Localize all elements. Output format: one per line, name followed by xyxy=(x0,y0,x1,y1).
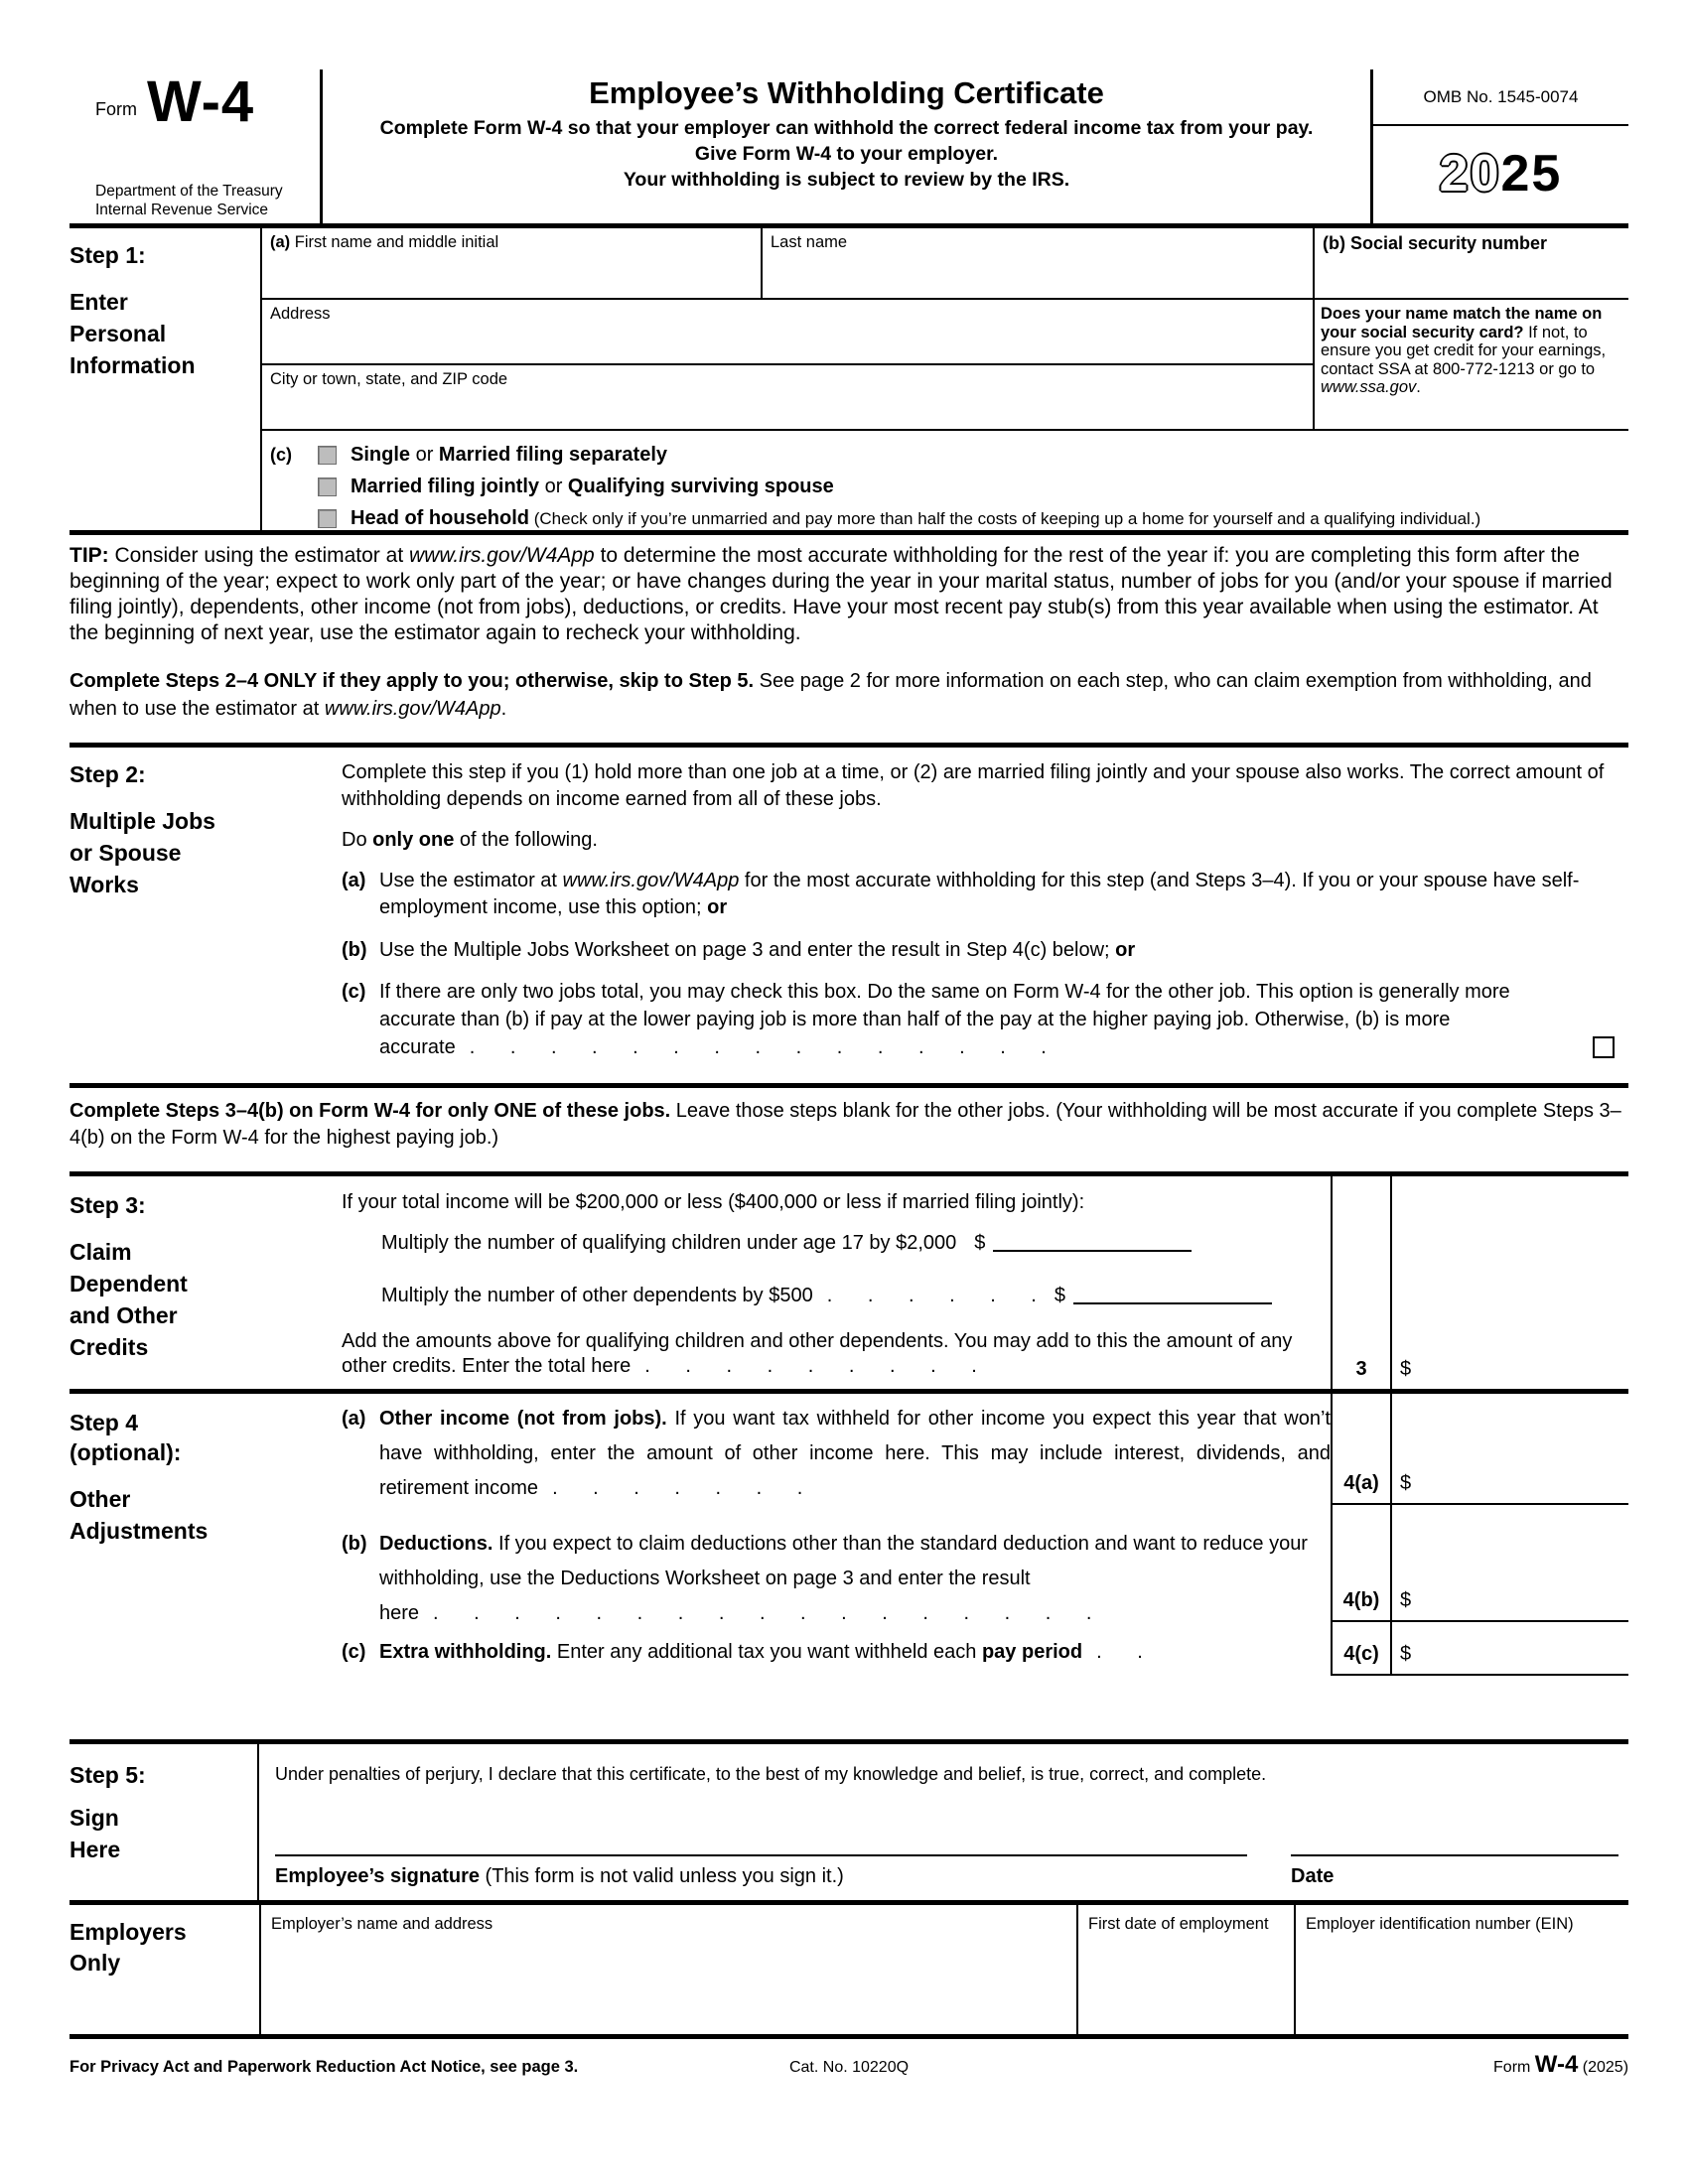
step5-label-block xyxy=(70,1744,259,1900)
step2-intro: Complete this step if you (1) hold more than one job at a time, or (2) are married filing jointly and your spouse also works. The correct amount of withholding depends on income earned from all of these jobs. xyxy=(342,761,1605,810)
omb-number: OMB No. 1545-0074 xyxy=(1373,69,1628,126)
married-filing-jointly-label: Married filing jointly or Qualifying surviving spouse xyxy=(351,476,834,497)
form-subtitle-3: Your withholding is subject to review by the IRS. xyxy=(623,169,1070,191)
form-title: Employee’s Withholding Certificate xyxy=(589,75,1104,110)
employers-only-section xyxy=(70,1905,1628,2039)
step1-label: Step 1: xyxy=(70,242,146,268)
step5-label: Step 5: xyxy=(70,1762,146,1788)
employers-only-label: Employers Only xyxy=(70,1919,187,1976)
dotted-leader: . . . . . . xyxy=(826,1285,1037,1306)
total-credits-amount-field[interactable] xyxy=(1390,1176,1628,1389)
employer-name-address-field[interactable]: Employer’s name and address xyxy=(259,1905,1076,2034)
ein-field[interactable]: Employer identification number (EIN) xyxy=(1294,1905,1628,2034)
step3-label-block xyxy=(70,1176,342,1389)
extra-withholding-amount-field[interactable] xyxy=(1390,1622,1628,1676)
footer-form-year: (2025) xyxy=(1582,2059,1629,2076)
step4a-text: Other income (not from jobs). If you want tax withheld for other income you expect this year that won’t have withholding, enter the amount of other income here. This may include interest, dividends, and retirement income . . . . . . . xyxy=(379,1408,1331,1499)
step4b-text: Deductions. If you expect to claim deductions other than the standard deduction and want to reduce your withholding, use the Deductions Worksheet on page 3 and enter the result here . . . . . . . . . . . . . . . . . xyxy=(379,1533,1308,1624)
employee-signature-line[interactable]: Employee’s signature (This form is not valid unless you sign it.) xyxy=(275,1854,1247,1888)
married-filing-jointly-checkbox[interactable] xyxy=(318,478,337,496)
ssn-field[interactable]: (b) Social security number xyxy=(1313,228,1628,300)
step3-label: Step 3: xyxy=(70,1192,146,1218)
first-date-of-employment-field[interactable]: First date of employment xyxy=(1076,1905,1294,2034)
step2-option-a xyxy=(342,868,1628,921)
other-dependents-amount-field[interactable] xyxy=(1073,1283,1272,1304)
steps-2-4-instruction: Complete Steps 2–4 ONLY if they apply to you; otherwise, skip to Step 5. See page 2 for more information on each step, who can claim exemption from withholding, and when to use the estimator at www.irs.gov/W4App. xyxy=(70,670,1592,720)
step3-children-row xyxy=(381,1230,1331,1255)
form-number: W-4 xyxy=(147,69,255,134)
form-subtitle-2: Give Form W-4 to your employer. xyxy=(694,143,999,165)
step4c-text: Extra withholding. Enter any additional tax you want withheld each pay period . . xyxy=(379,1641,1143,1663)
omb-year-block xyxy=(1373,69,1628,223)
date-line[interactable]: Date xyxy=(1291,1854,1618,1888)
step3-total-row: Add the amounts above for qualifying children and other dependents. You may add to this the amount of any other credits. Enter the total here . . . . . . . . . xyxy=(342,1330,1293,1377)
step2-do-only-one: Do only one of the following. xyxy=(342,829,598,851)
form-id-block xyxy=(70,69,320,223)
step5-section xyxy=(70,1739,1628,1905)
step4a-tag: (a) xyxy=(342,1408,366,1430)
dollar-sign: $ xyxy=(1400,1643,1412,1665)
other-income-amount-field[interactable] xyxy=(1390,1394,1628,1505)
step2-sublabel: Multiple Jobs or Spouse Works xyxy=(70,808,215,897)
signature-row xyxy=(275,1854,1628,1900)
head-of-household-checkbox[interactable] xyxy=(318,509,337,528)
step2-option-b-tag: (b) xyxy=(342,939,367,961)
step4-label-block xyxy=(70,1394,342,1676)
tip-paragraph: TIP: Consider using the estimator at www.irs.gov/W4App to determine the most accurate withholding for the rest of the year if: you are completing this form after the beginning of the year; expect to work only part of the year; or have changes during the year in your marital status, number of jobs for you (and/or your spouse if married filing jointly), dependents, other income (not from jobs), deductions, or credits. Have your most recent pay stub(s) from this year available when using the estimator. At the beginning of next year, use the estimator again to recheck your withholding. xyxy=(70,544,1613,644)
step5-sublabel: Sign Here xyxy=(70,1805,121,1862)
step2-section xyxy=(70,748,1628,1071)
step4b-line-number: 4(b) xyxy=(1331,1505,1390,1622)
step4-label: Step 4 (optional): xyxy=(70,1410,182,1465)
step1-sublabel: Enter Personal Information xyxy=(70,289,196,378)
step3-body xyxy=(342,1176,1331,1389)
step1-label-block xyxy=(70,228,260,530)
footer-form-number: W-4 xyxy=(1534,2051,1579,2078)
catalog-number: Cat. No. 10220Q xyxy=(788,2059,910,2076)
qualifying-children-amount-field[interactable] xyxy=(993,1230,1192,1252)
step3-sublabel: Claim Dependent and Other Credits xyxy=(70,1239,188,1360)
section-divider xyxy=(70,1083,1628,1088)
agency-line-2: Internal Revenue Service xyxy=(95,202,269,218)
filing-status-mfj-row xyxy=(318,477,1480,497)
step3-line-number: 3 xyxy=(1331,1176,1390,1389)
single-label: Single or Married filing separately xyxy=(351,444,667,466)
filing-status-single-row xyxy=(318,445,1480,466)
tax-year-outline: 20 xyxy=(1439,145,1501,203)
step2-option-a-tag: (a) xyxy=(342,870,366,891)
steps-3-4b-instruction: Complete Steps 3–4(b) on Form W-4 for only ONE of these jobs. Leave those steps blank for the other jobs. (Your withholding will be most accurate if you complete Steps 3–4(b) on the Form W-4 for the highest paying job.) xyxy=(70,1100,1621,1149)
two-jobs-checkbox[interactable] xyxy=(1593,1036,1615,1058)
step2-label-block xyxy=(70,759,342,1061)
step4a-line-number: 4(a) xyxy=(1331,1394,1390,1505)
step2-option-b-text: Use the Multiple Jobs Worksheet on page 3 and enter the result in Step 4(c) below; or xyxy=(379,939,1136,961)
filing-status-tag: (c) xyxy=(270,445,292,465)
filing-status-row xyxy=(260,431,1628,530)
step2-option-c xyxy=(342,978,1628,1061)
single-checkbox[interactable] xyxy=(318,446,337,465)
form-header xyxy=(70,69,1628,228)
agency-line-1: Department of the Treasury xyxy=(95,183,283,200)
step4c-line-number: 4(c) xyxy=(1331,1622,1390,1676)
w4-form-page xyxy=(70,69,1628,2079)
dollar-sign: $ xyxy=(1400,1472,1412,1494)
dollar-sign: $ xyxy=(1400,1358,1412,1380)
step4a-item xyxy=(342,1402,1331,1506)
footer-form-id xyxy=(909,2051,1628,2079)
privacy-act-notice: For Privacy Act and Paperwork Reduction Act Notice, see page 3. xyxy=(70,2058,579,2076)
tax-year-bold: 25 xyxy=(1500,145,1563,203)
deductions-amount-field[interactable] xyxy=(1390,1505,1628,1622)
first-name-field[interactable]: (a) First name and middle initial xyxy=(260,228,761,300)
step4b-tag: (b) xyxy=(342,1533,367,1555)
filing-status-hoh-row xyxy=(318,508,1480,529)
step5-body xyxy=(259,1744,1628,1900)
step4b-item xyxy=(342,1527,1331,1631)
form-subtitle-1: Complete Form W-4 so that your employer can withhold the correct federal income tax from your pay. xyxy=(379,117,1314,139)
head-of-household-label: Head of household (Check only if you’re unmarried and pay more than half the costs of keeping up a home for yourself and a qualifying individual.) xyxy=(351,507,1481,529)
agency-block xyxy=(95,182,314,219)
form-number-block xyxy=(95,69,314,134)
step2-option-c-text: If there are only two jobs total, you may check this box. Do the same on Form W-4 for the other job. This option is generally more accurate than (b) if pay at the lower paying job is more than half of the pay at the higher paying job. Otherwise, (b) is more accurate . . . . . . . . . . . . . . . xyxy=(379,981,1510,1058)
last-name-field[interactable]: Last name xyxy=(761,228,1313,300)
dollar-sign: $ xyxy=(1054,1285,1065,1306)
dollar-sign: $ xyxy=(1400,1589,1412,1611)
dollar-sign: $ xyxy=(974,1232,986,1254)
page-footer xyxy=(70,2051,1628,2079)
step3-dependents-text: Multiply the number of other dependents by $500 xyxy=(381,1285,813,1306)
footer-form-word: Form xyxy=(1493,2059,1531,2076)
step3-section xyxy=(70,1171,1628,1394)
step2-body xyxy=(342,759,1628,1061)
ssa-name-match-note: Does your name match the name on your social security card? If not, to ensure you get credit for your earnings, contact SSA at 800-772-1213 or go to www.ssa.gov. xyxy=(1313,300,1628,431)
step2-option-c-tag: (c) xyxy=(342,981,366,1003)
perjury-statement: Under penalties of perjury, I declare that this certificate, to the best of my knowledge and belief, is true, correct, and complete. xyxy=(275,1764,1267,1784)
address-field[interactable]: Address xyxy=(260,300,1313,365)
step4-section xyxy=(70,1394,1628,1676)
form-title-block xyxy=(320,69,1373,223)
step2-option-a-text: Use the estimator at www.irs.gov/W4App for the most accurate withholding for this step (and Steps 3–4). If you or your spouse have self-employment income, use this option; or xyxy=(379,870,1580,918)
step4-sublabel: Other Adjustments xyxy=(70,1486,209,1544)
step2-label: Step 2: xyxy=(70,761,146,787)
step2-option-b xyxy=(342,937,1628,964)
step4a-row xyxy=(342,1394,1331,1505)
step3-intro: If your total income will be $200,000 or less ($400,000 or less if married filing jointly): xyxy=(342,1191,1085,1213)
step4c-tag: (c) xyxy=(342,1641,366,1663)
step1-section xyxy=(70,228,1628,535)
city-state-zip-field[interactable]: City or town, state, and ZIP code xyxy=(260,365,1313,431)
filing-status-options xyxy=(318,445,1480,530)
tax-year xyxy=(1373,126,1628,221)
step3-dependents-row xyxy=(381,1283,1331,1307)
form-word: Form xyxy=(95,99,137,120)
step3-children-text: Multiply the number of qualifying children under age 17 by $2,000 xyxy=(381,1232,957,1254)
step4b-row xyxy=(342,1505,1331,1622)
step4c-item xyxy=(342,1635,1143,1670)
